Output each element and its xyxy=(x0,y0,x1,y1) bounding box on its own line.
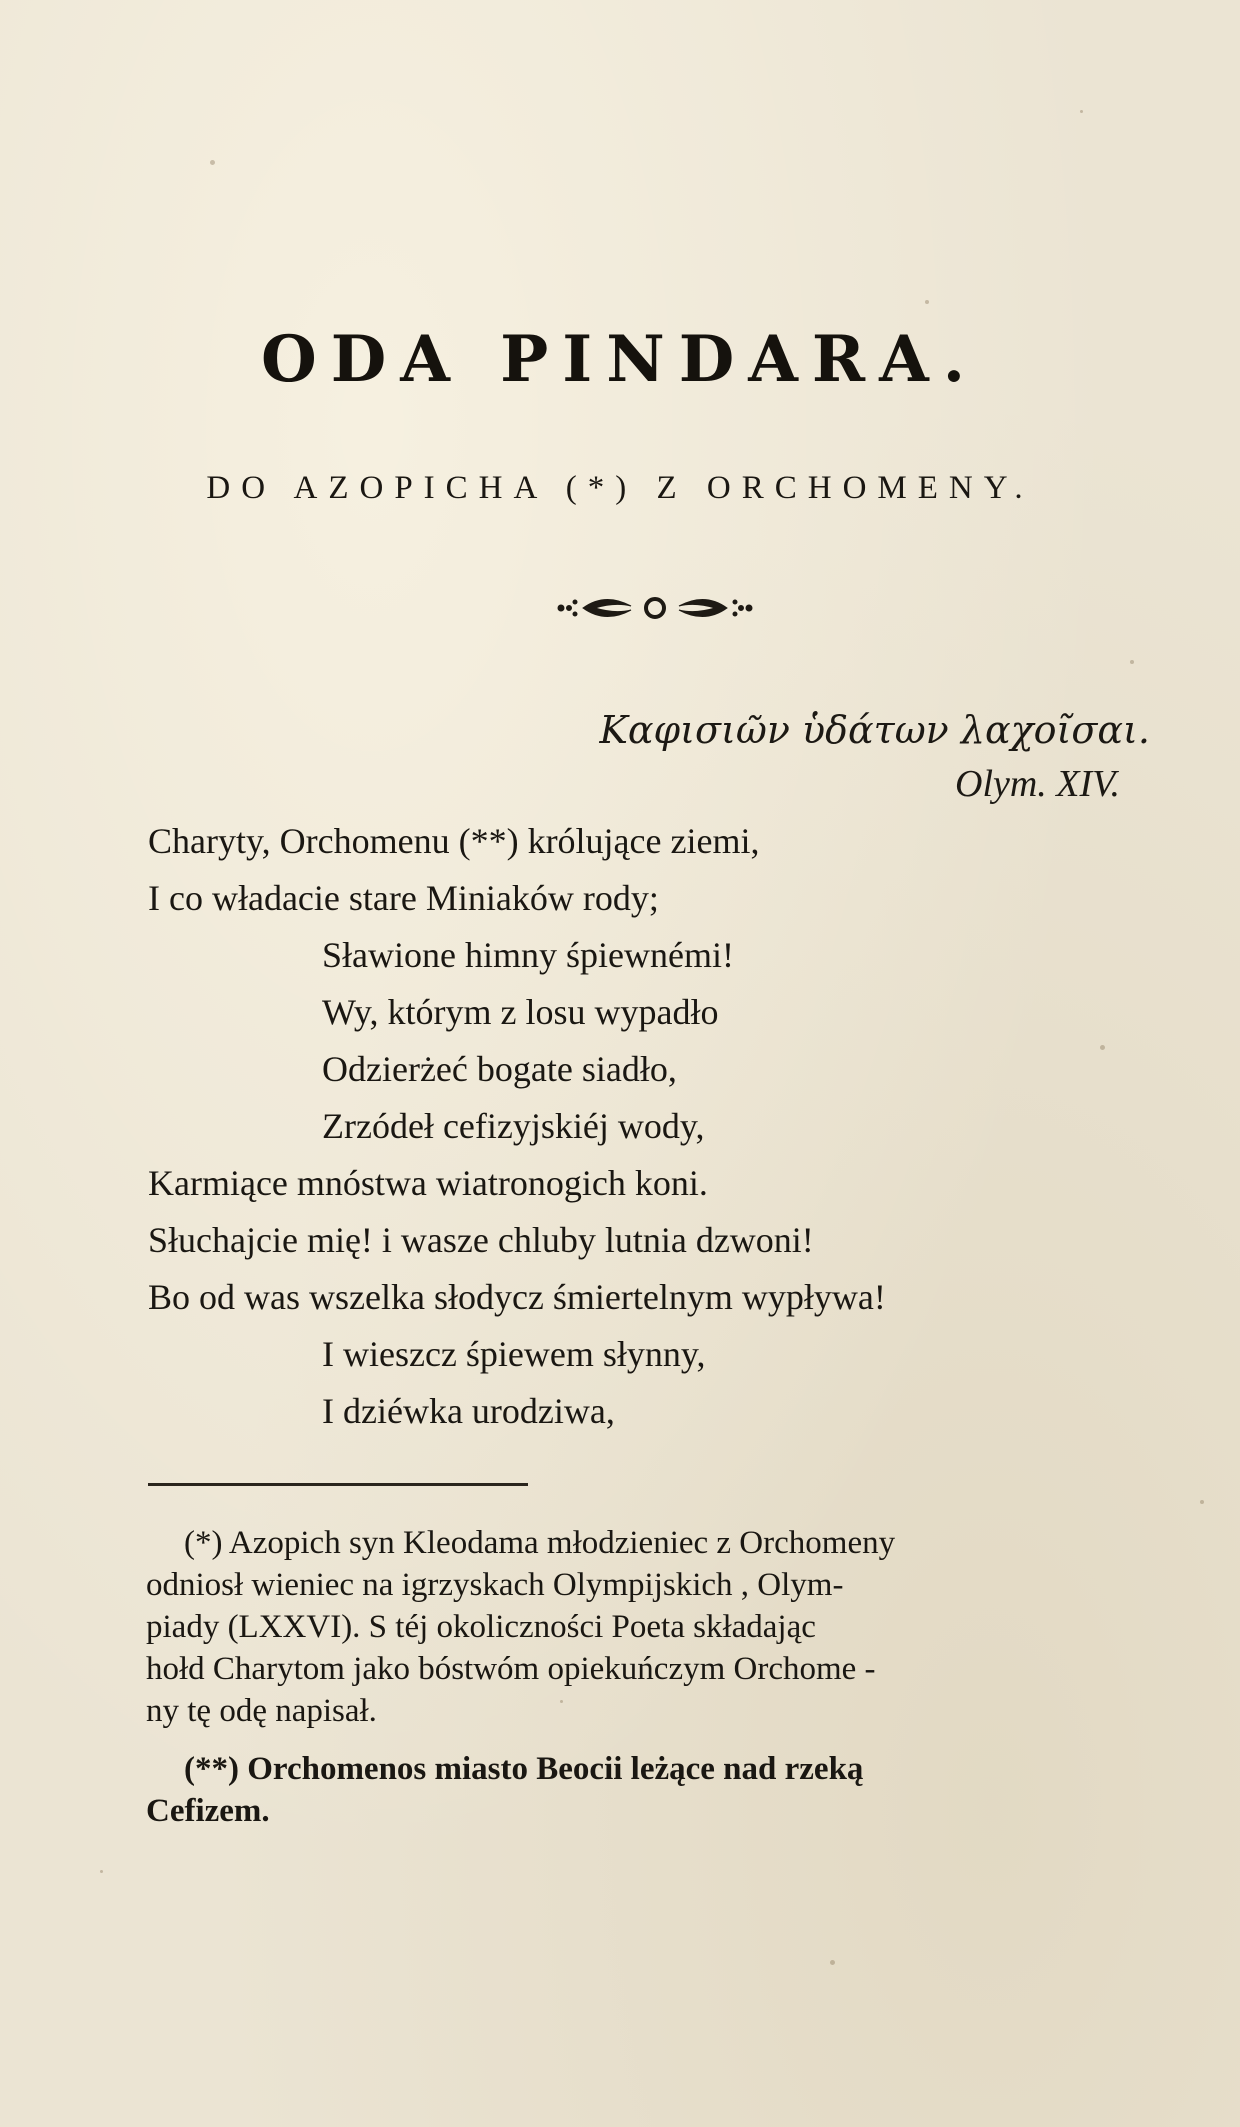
paper-speck xyxy=(100,1870,103,1873)
poem-line: Bo od was wszelka słodycz śmiertelnym wypływa! xyxy=(148,1277,886,1317)
paper-speck xyxy=(830,1960,835,1965)
page-title: ODA PINDARA. xyxy=(260,322,980,397)
paper-speck xyxy=(210,160,215,165)
footnotes xyxy=(146,1522,1144,1832)
paper-speck xyxy=(1200,1500,1204,1504)
page-subtitle: DO AZOPICHA (*) Z ORCHOMENY. xyxy=(206,470,1034,506)
poem-line: Sławione himny śpiewnémi! xyxy=(322,935,734,975)
footnote-gap xyxy=(146,1732,1144,1748)
poem-line: Słuchajcie mię! i wasze chluby lutnia dzwoni! xyxy=(148,1220,814,1260)
footnote-1-line: hołd Charytom jako bóstwóm opiekuńczym Orchome - xyxy=(146,1651,876,1687)
ornament-divider xyxy=(555,588,755,628)
footnote-2-line: (**) Orchomenos miasto Beocii leżące nad rzeką xyxy=(184,1751,864,1787)
poem-line: Karmiące mnóstwa wiatronogich koni. xyxy=(148,1163,708,1203)
footnote-1-line: (*) Azopich syn Kleodama młodzieniec z Orchomeny xyxy=(184,1525,896,1561)
epigraph-greek: Καφισιῶν ὑδάτων λαχοῖσαι. xyxy=(599,708,1150,752)
footnote-1-line: ny tę odę napisał. xyxy=(146,1693,377,1729)
footnote-1-line: piady (LXXVI). S téj okoliczności Poeta składając xyxy=(146,1609,816,1645)
footnote-2-line: Cefizem. xyxy=(146,1793,270,1829)
paper-speck xyxy=(1100,1045,1105,1050)
poem-line: Wy, którym z losu wypadło xyxy=(322,992,719,1032)
footnote-rule xyxy=(148,1483,528,1486)
poem-line: Zrzódeł cefizyjskiéj wody, xyxy=(322,1106,705,1146)
paper-speck xyxy=(925,300,929,304)
footnote-1-line: odniosł wieniec na igrzyskach Olympijskich , Olym- xyxy=(146,1567,844,1603)
paper-speck xyxy=(1130,660,1134,664)
poem-line: I dziéwka urodziwa, xyxy=(322,1391,615,1431)
poem-line: I wieszcz śpiewem słynny, xyxy=(322,1334,706,1374)
poem-line: Charyty, Orchomenu (**) królujące ziemi, xyxy=(148,821,760,861)
poem-line: Odzierżeć bogate siadło, xyxy=(322,1049,677,1089)
poem-line: I co władacie stare Miniaków rody; xyxy=(148,878,659,918)
paper-speck xyxy=(1080,110,1083,113)
epigraph-reference: Olym. XIV. xyxy=(955,763,1120,805)
